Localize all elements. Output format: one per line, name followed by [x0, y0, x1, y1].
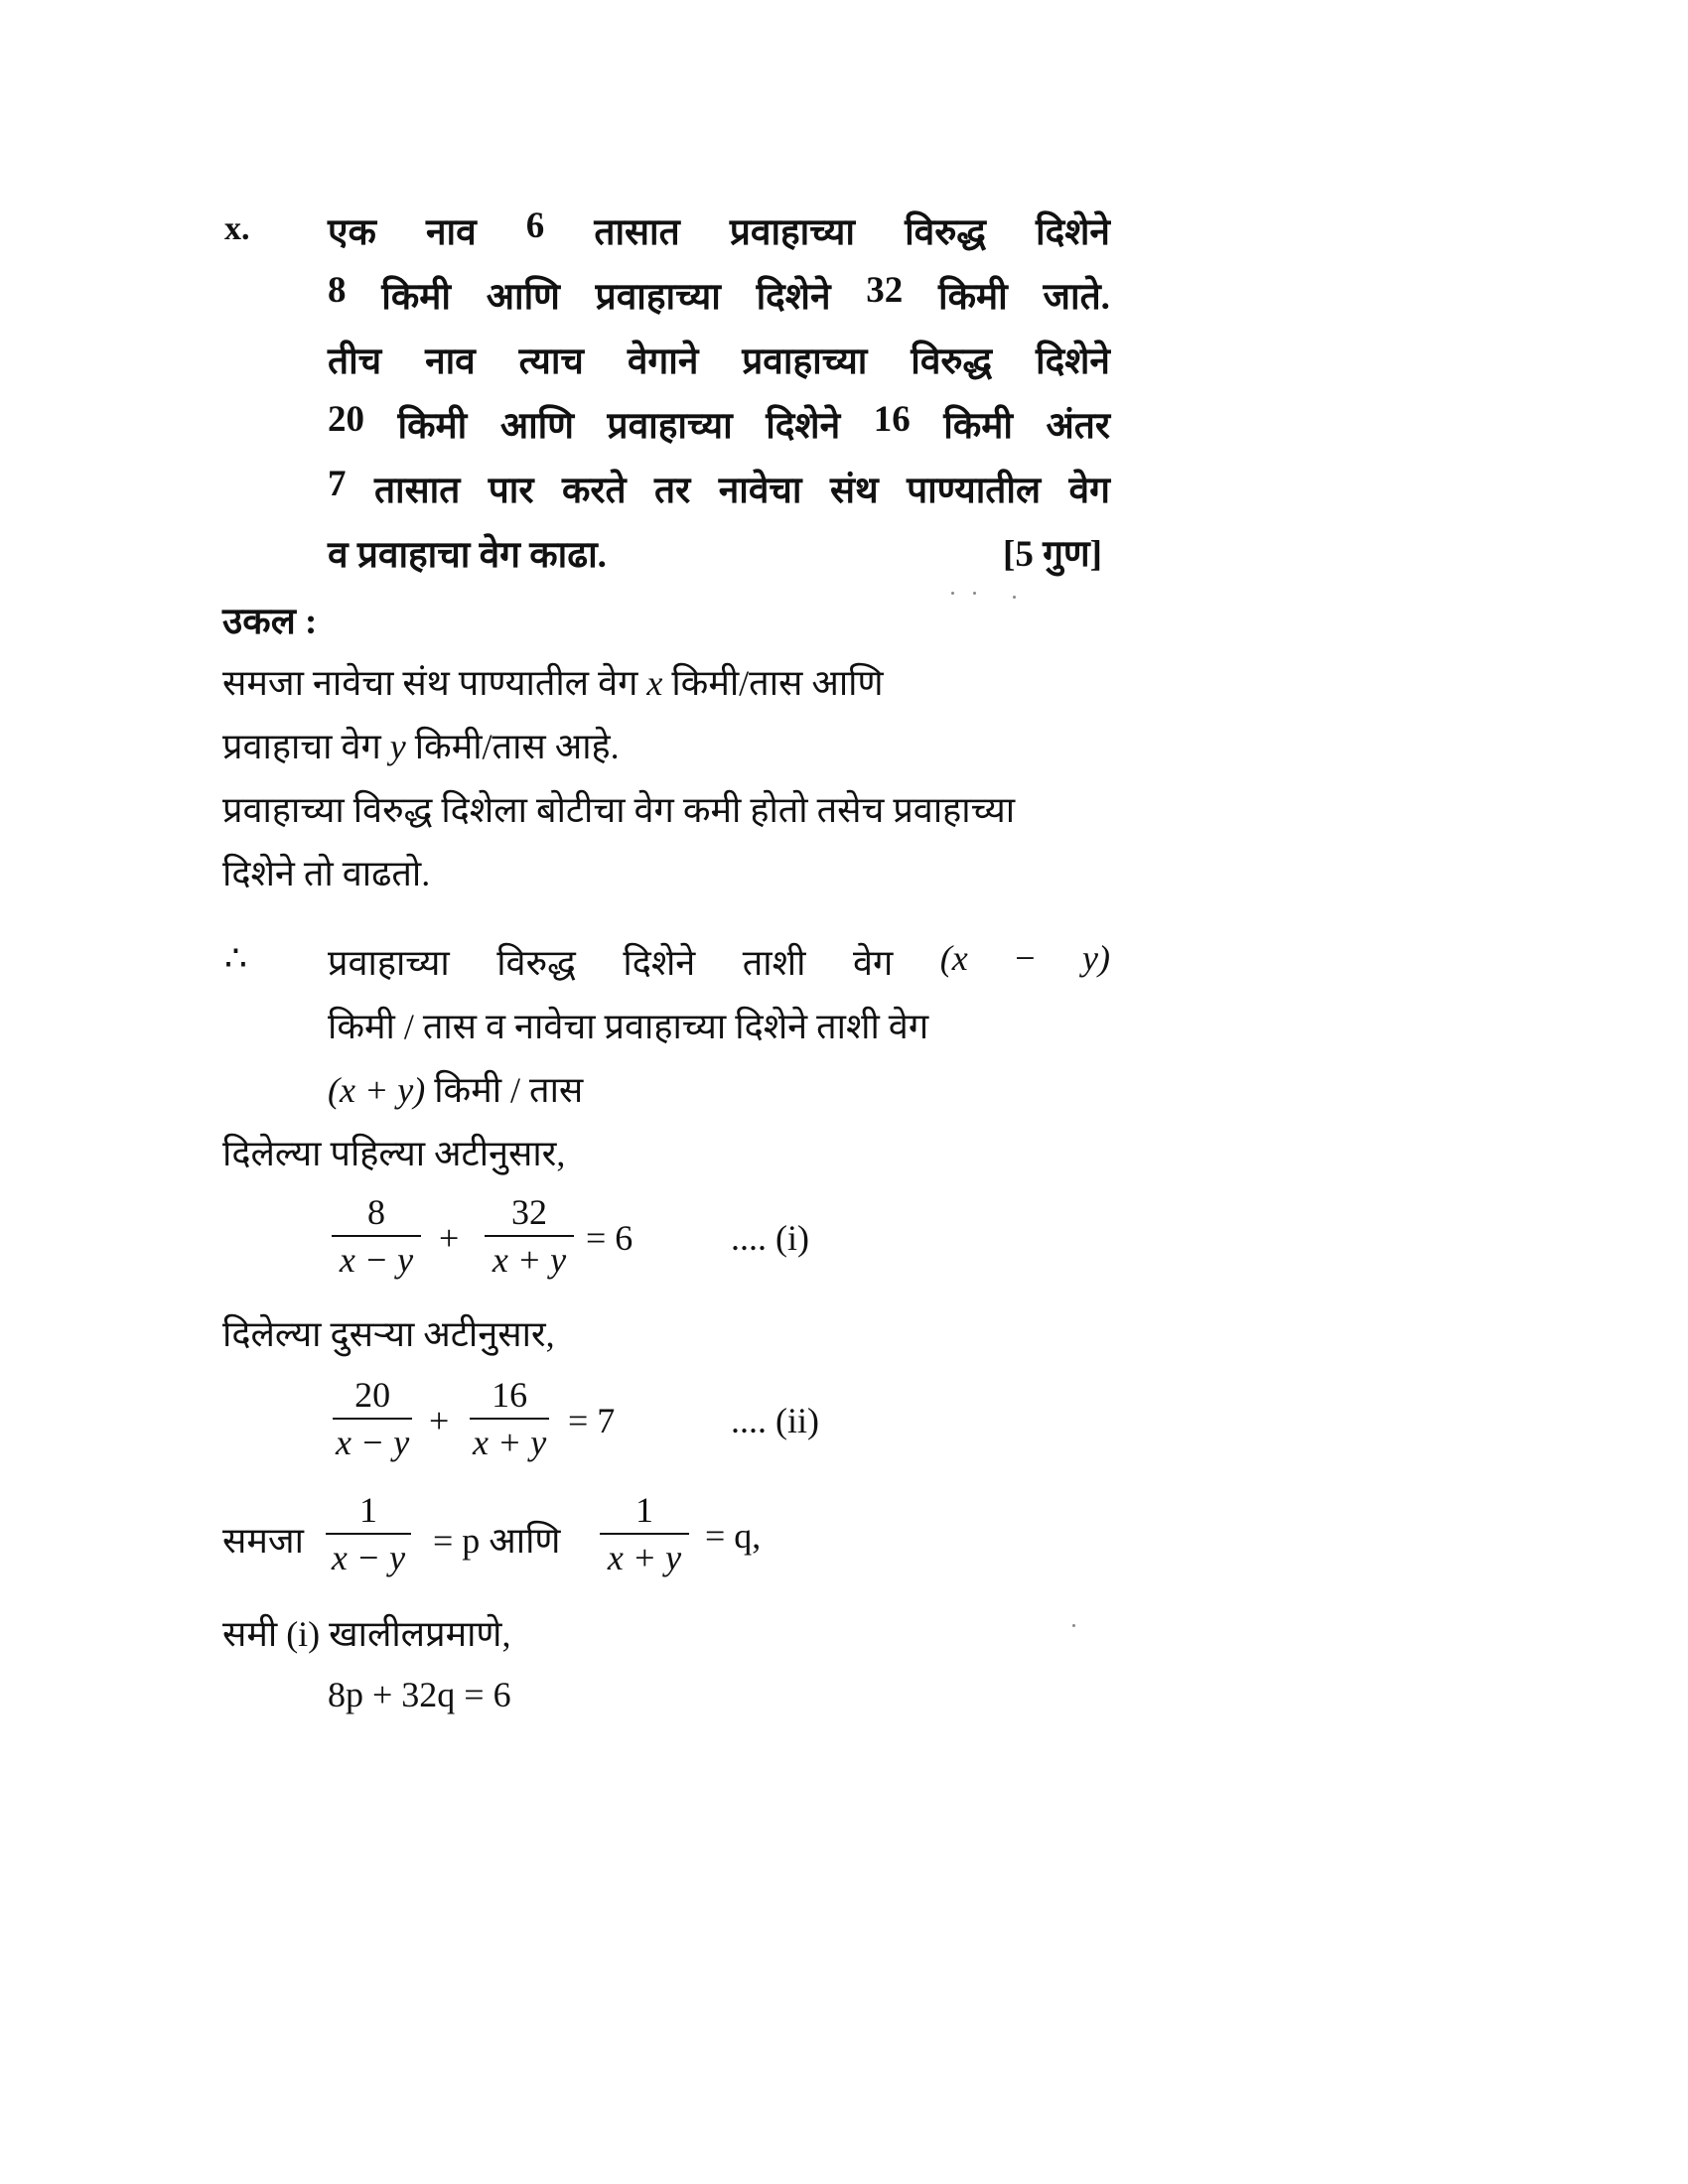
text: किमी / तास	[425, 1070, 584, 1110]
scan-speck	[951, 592, 954, 595]
assumption-line-2	[222, 721, 620, 769]
word: तासात	[373, 471, 461, 511]
numerator: 32	[511, 1192, 547, 1232]
scan-speck	[973, 592, 976, 595]
fraction	[326, 1487, 411, 1580]
word: पाण्यातील	[907, 471, 1042, 511]
fraction	[469, 1372, 550, 1465]
plus-sign: +	[439, 1218, 460, 1258]
therefore-symbol: ∴	[224, 938, 247, 978]
text: = p आणि	[433, 1521, 561, 1561]
fraction	[600, 1487, 689, 1580]
text: समजा	[222, 1521, 304, 1561]
word: किमी	[938, 277, 1008, 318]
expr: (x	[939, 938, 968, 978]
assumption-line-1	[222, 657, 884, 706]
word: दिशेने	[766, 406, 841, 447]
question-line-1	[328, 205, 1110, 255]
scan-speck	[1072, 1624, 1075, 1627]
fraction	[485, 1189, 574, 1283]
word: विरुद्ध	[496, 943, 576, 983]
word: प्रवाहाच्या	[328, 943, 450, 983]
plus-sign: +	[429, 1401, 450, 1440]
word: नाव	[425, 341, 476, 382]
denominator: x + y	[492, 1240, 567, 1280]
word: प्रवाहाच्या	[595, 277, 721, 318]
word: नावेचा	[718, 471, 802, 511]
rhs: = 6	[586, 1218, 633, 1258]
word: विरुद्ध	[905, 212, 986, 253]
rewrite-label: समी (i) खालीलप्रमाणे,	[222, 1614, 511, 1654]
question-line-5	[328, 463, 1110, 513]
text: किमी/तास आहे.	[405, 727, 620, 766]
numerator: 16	[492, 1375, 528, 1415]
text: = q,	[705, 1516, 762, 1556]
question-line-2	[328, 269, 1110, 320]
reason-line-2: दिशेने तो वाढतो.	[222, 854, 431, 893]
word: वेग	[1068, 471, 1110, 511]
equation-tag: .... (i)	[731, 1218, 809, 1258]
word: नाव	[425, 212, 477, 253]
reason-line-1: प्रवाहाच्या विरुद्ध दिशेला बोटीचा वेग कमी होतो तसेच प्रवाहाच्या	[222, 790, 1016, 830]
word: पार	[488, 471, 534, 511]
therefore-line-3	[328, 1064, 583, 1113]
word: वेगाने	[627, 341, 699, 382]
denominator: x + y	[607, 1538, 682, 1577]
word: किमी	[397, 406, 468, 447]
word: करते	[561, 471, 627, 511]
expr: y)	[1082, 938, 1110, 978]
word: आणि	[499, 406, 574, 447]
text: समजा नावेचा संथ पाण्यातील वेग	[222, 663, 647, 703]
word: वेग	[852, 943, 894, 983]
word: किमी	[943, 406, 1013, 447]
condition-1-label: दिलेल्या पहिल्या अटीनुसार,	[222, 1134, 566, 1173]
word: दिशेने	[1036, 341, 1110, 382]
numerator: 20	[354, 1375, 391, 1415]
word: दिशेने	[756, 277, 831, 318]
expr: (x + y)	[328, 1070, 426, 1110]
variable-x: x	[646, 663, 663, 703]
word: 20	[328, 399, 364, 440]
word: ताशी	[742, 943, 806, 983]
therefore-line-1	[328, 937, 1110, 986]
word: तर	[654, 471, 691, 511]
equation-tag: .... (ii)	[731, 1401, 819, 1440]
word: 8	[328, 270, 347, 311]
word: तीच	[328, 341, 382, 382]
rhs: = 7	[568, 1401, 616, 1440]
question-line-6: व प्रवाहाचा वेग काढा.	[328, 535, 607, 576]
word: 16	[873, 399, 911, 440]
word: जाते.	[1043, 277, 1110, 318]
fraction	[332, 1189, 421, 1283]
question-line-4	[328, 398, 1110, 449]
word: 32	[866, 270, 904, 311]
question-label: x.	[224, 210, 250, 247]
word: दिशेने	[623, 943, 696, 983]
fraction	[332, 1372, 413, 1465]
numerator: 8	[367, 1192, 385, 1232]
word: प्रवाहाच्या	[607, 406, 733, 447]
therefore-line-2: किमी / तास व नावेचा प्रवाहाच्या दिशेने ताशी वेग	[328, 1007, 929, 1046]
denominator: x + y	[473, 1423, 547, 1462]
numerator: 1	[359, 1490, 377, 1530]
rewrite-equation: 8p + 32q = 6	[328, 1675, 511, 1714]
denominator: x − y	[336, 1423, 410, 1462]
minus-sign: −	[1015, 938, 1036, 978]
text: किमी/तास आणि	[662, 663, 884, 703]
word: अंतर	[1046, 406, 1110, 447]
word: विरुद्ध	[911, 341, 993, 382]
denominator: x − y	[339, 1240, 414, 1280]
word: संथ	[829, 471, 879, 511]
word: प्रवाहाच्या	[742, 341, 868, 382]
word: 6	[525, 205, 545, 246]
word: आणि	[486, 277, 560, 318]
word: किमी	[381, 277, 451, 318]
word: एक	[328, 212, 376, 253]
question-line-3	[328, 334, 1110, 384]
denominator: x − y	[331, 1538, 406, 1577]
word: प्रवाहाच्या	[729, 212, 855, 253]
condition-2-label: दिलेल्या दुसऱ्या अटीनुसार,	[222, 1314, 555, 1354]
word: त्याच	[518, 341, 584, 382]
text: प्रवाहाचा वेग	[222, 727, 390, 766]
numerator: 1	[635, 1490, 653, 1530]
marks-badge: [5 गुण]	[1003, 534, 1102, 575]
word: 7	[328, 464, 347, 504]
solution-heading: उकल :	[222, 602, 318, 642]
scan-speck	[1013, 596, 1016, 599]
variable-y: y	[389, 727, 406, 766]
word: तासात	[594, 212, 680, 253]
word: दिशेने	[1036, 212, 1110, 253]
